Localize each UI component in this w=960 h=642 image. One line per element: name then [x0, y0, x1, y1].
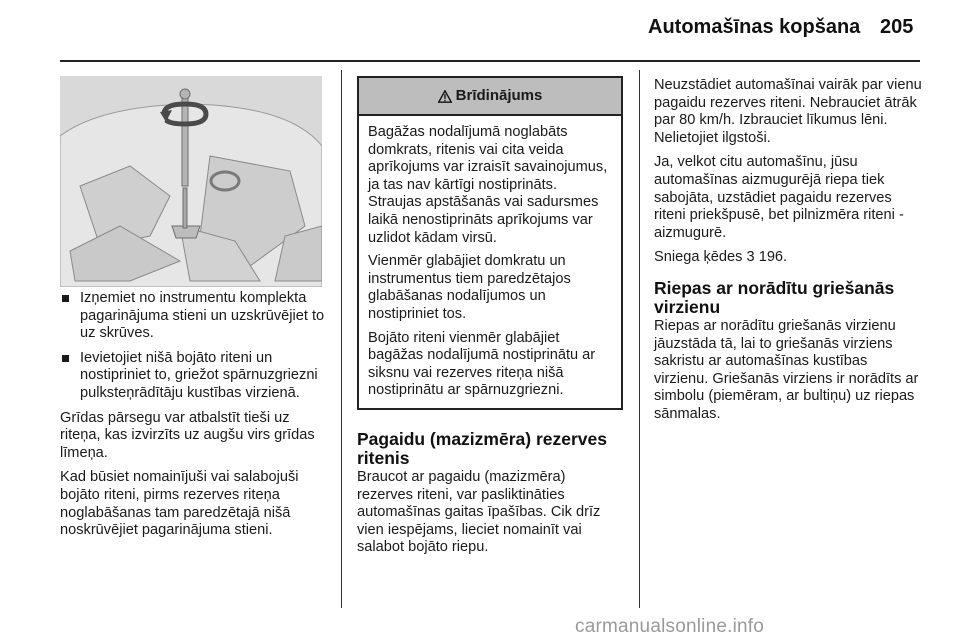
- column-1: [60, 290, 330, 547]
- page-title: Automašīnas kopšana: [648, 16, 861, 38]
- paragraph: Vienmēr glabājiet domkratu un instrumentus tiem paredzētajos glabāšanas nodalījumos un nostipriniet tos.: [368, 253, 571, 322]
- paragraph: Bagāžas nodalījumā noglabāts domkrats, ritenis vai cita veida aprīkojums var izraisīt savainojumus, ja tas nav kārtīgi nostiprināts. Straujas apstāšanās vai sadursmes laikā nenostiprināts aprīkojums var uzlidot kādam virsū.: [368, 124, 608, 246]
- list-item: Izņemiet no instrumentu komplekta pagarinājuma stieni un uzskrūvējiet to uz skrūves.: [60, 290, 330, 343]
- header-rule: [60, 60, 920, 62]
- warning-title: Brīdinājums: [455, 87, 543, 105]
- paragraph: Kad būsiet nomainījuši vai salabojuši bojāto riteni, pirms rezerves riteņa noglabāšanas tam paredzētajā nišā noskrūvējiet pagarinājuma stieni.: [60, 469, 299, 539]
- spare-wheel-illustration: [60, 76, 322, 287]
- section-heading: Riepas ar norādītu griešanās virzienu: [654, 277, 895, 317]
- column-3: [654, 77, 922, 431]
- column-divider: [341, 70, 342, 608]
- instruction-list: [60, 290, 330, 403]
- spare-wheel-drawing: [60, 76, 322, 287]
- warning-body: [359, 116, 621, 408]
- list-item: Ievietojiet nišā bojāto riteni un nostipriniet to, griežot spārnuzgriezni pulksteņrādītāju kustības virzienā.: [60, 350, 330, 403]
- paragraph: Grīdas pārsegu var atbalstīt tieši uz riteņa, kas izvirzīts uz augšu virs grīdas līmeņa.: [60, 409, 315, 461]
- snow-chains-reference: Sniega ķēdes 3 196.: [654, 249, 788, 266]
- bullet-icon: [62, 295, 69, 302]
- warning-header: [359, 78, 621, 116]
- paragraph: Braucot ar pagaidu (mazizmēra) rezerves riteni, var pasliktināties automašīnas gaitas īpašības. Cik drīz vien iespējams, lieciet nomainīt vai salabot bojāto riepu.: [357, 468, 601, 556]
- page-reference-link[interactable]: 196.: [758, 249, 788, 266]
- page-number: 205: [880, 16, 914, 38]
- bullet-icon: [62, 355, 69, 362]
- page-reference-icon: 3: [746, 249, 755, 266]
- column-2: [357, 76, 625, 564]
- watermark: carmanualsonline.info: [575, 616, 765, 637]
- paragraph: Bojāto riteni vienmēr glabājiet bagāžas nodalījumā nostiprinātu ar siksnu vai rezerves riteņa nišā nostiprinātu ar spārnuzgriezni.: [368, 329, 596, 399]
- warning-triangle-icon: [438, 90, 452, 103]
- warning-box: [357, 76, 623, 410]
- paragraph: Ja, velkot citu automašīnu, jūsu automašīnas aizmugurējā riepa tiek sabojāta, uzstādiet pagaidu rezerves riteni priekšpusē, bet pilnizmēra riteni - aizmugurē.: [654, 154, 904, 241]
- column-divider: [639, 70, 640, 608]
- paragraph: Neuzstādiet automašīnai vairāk par vienu pagaidu rezerves riteni. Nebrauciet ātrāk par 80 km/h. Izbrauciet līkumus lēni. Nelietojiet ilgstoši.: [654, 77, 922, 146]
- section-heading: Pagaidu (mazizmēra) rezerves ritenis: [357, 428, 607, 468]
- paragraph: Riepas ar norādītu griešanās virzienu jāuzstāda tā, lai to griešanās virziens sakristu ar automašīnas kustības virzienu. Griešanās virziens ir norādīts ar simbolu (piemēram, ar bultiņu) uz riepas sānmalas.: [654, 317, 919, 422]
